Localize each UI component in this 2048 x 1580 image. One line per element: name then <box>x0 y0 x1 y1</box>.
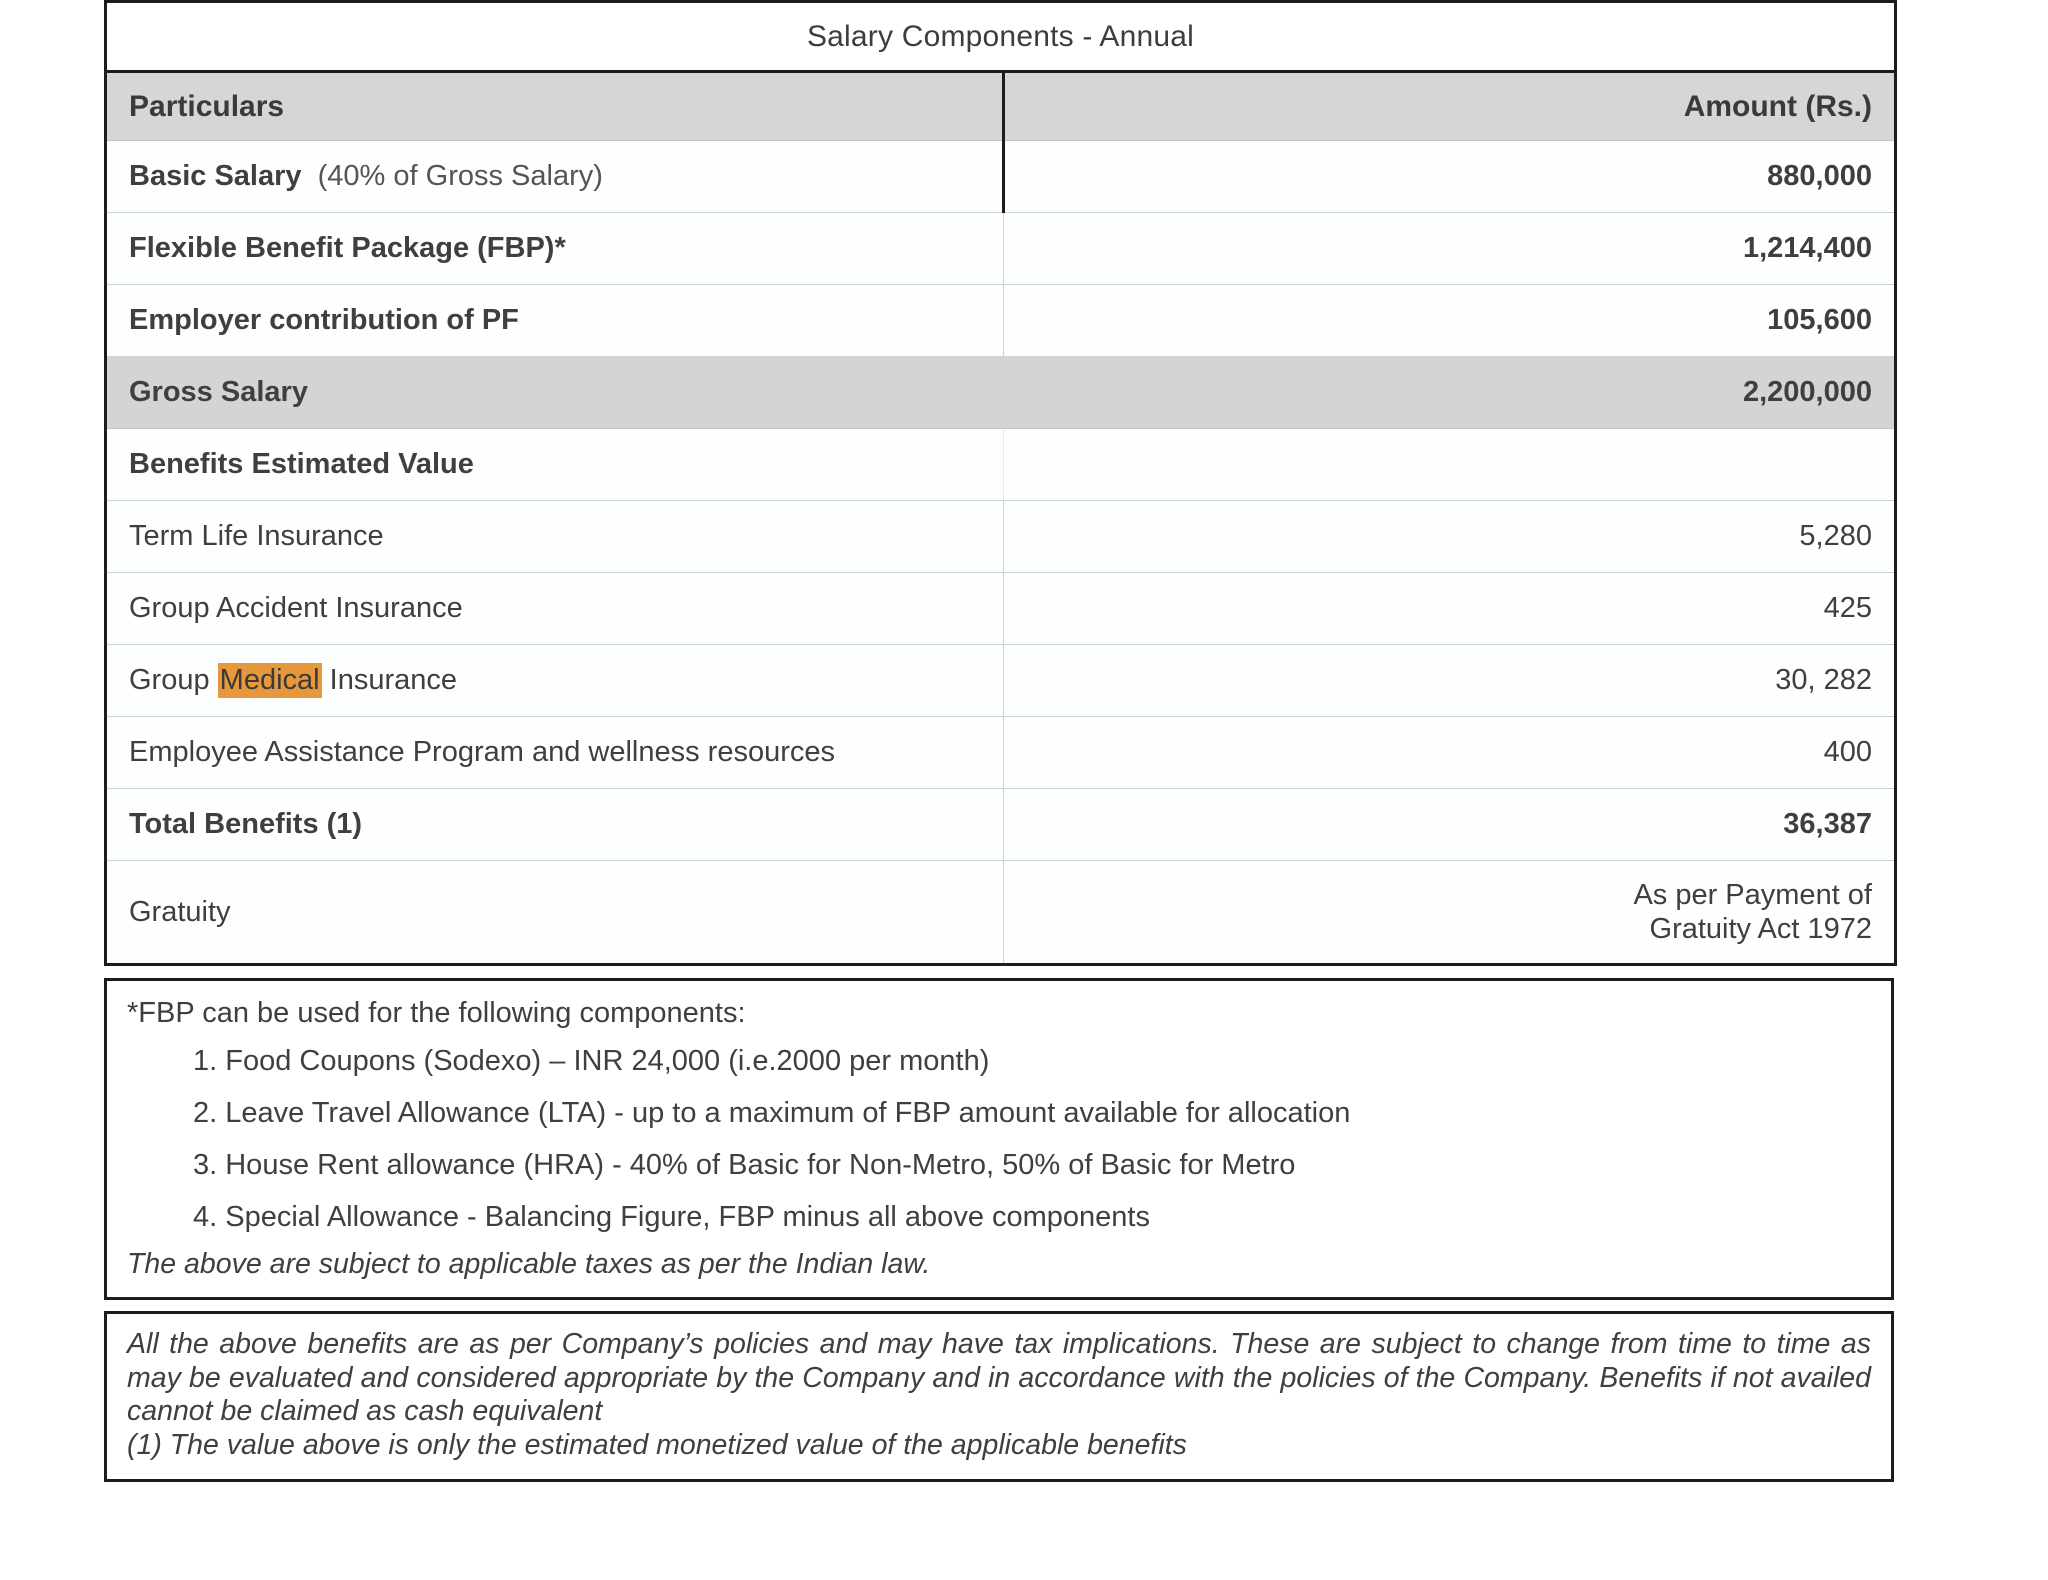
row-label-text: Basic Salary <box>129 160 302 192</box>
row-amount-employee-assistance-program: 400 <box>1004 717 1896 789</box>
table-row <box>106 717 1896 789</box>
table-row <box>106 573 1896 645</box>
row-label-gross-salary: Gross Salary <box>106 357 1004 429</box>
row-label-basic-salary <box>106 141 1004 213</box>
row-label-employee-assistance-program: Employee Assistance Program and wellness resources <box>106 717 1004 789</box>
table-row-total <box>106 357 1896 429</box>
row-amount-group-accident-insurance: 425 <box>1004 573 1896 645</box>
table-row-total <box>106 789 1896 861</box>
column-header-particulars: Particulars <box>106 72 1004 141</box>
table-row <box>106 141 1896 213</box>
row-amount-term-life-insurance: 5,280 <box>1004 501 1896 573</box>
row-label-total-benefits: Total Benefits (1) <box>106 789 1004 861</box>
column-header-amount: Amount (Rs.) <box>1004 72 1896 141</box>
row-amount-gratuity <box>1004 861 1896 965</box>
table-row <box>106 645 1896 717</box>
row-amount-group-medical-insurance: 30, 282 <box>1004 645 1896 717</box>
label-prefix: Group <box>129 664 218 696</box>
fbp-notes-footer: The above are subject to applicable taxes as per the Indian law. <box>127 1248 931 1280</box>
row-label-benefits-estimated-value: Benefits Estimated Value <box>106 429 1004 501</box>
row-amount-gross-salary: 2,200,000 <box>1004 357 1896 429</box>
row-label-employer-pf: Employer contribution of PF <box>106 285 1004 357</box>
row-amount-benefits-estimated-value <box>1004 429 1896 501</box>
salary-components-table <box>104 0 1897 966</box>
row-amount-total-benefits: 36,387 <box>1004 789 1896 861</box>
row-amount-employer-pf: 105,600 <box>1004 285 1896 357</box>
list-item: 4. Special Allowance - Balancing Figure, FBP minus all above components <box>193 1201 1150 1233</box>
table-row <box>106 501 1896 573</box>
row-label-term-life-insurance: Term Life Insurance <box>106 501 1004 573</box>
table-row <box>106 285 1896 357</box>
fbp-notes-box <box>104 978 1894 1300</box>
table-row <box>106 861 1896 965</box>
search-highlight: Medical <box>219 664 320 696</box>
disclaimer-footnote: (1) The value above is only the estimated monetized value of the applicable benefits <box>127 1428 1187 1461</box>
row-amount-basic-salary: 880,000 <box>1004 141 1896 213</box>
gratuity-line-2: Gratuity Act 1972 <box>1649 913 1872 945</box>
row-amount-fbp: 1,214,400 <box>1004 213 1896 285</box>
table-row-section <box>106 429 1896 501</box>
table-header-row <box>106 72 1896 141</box>
row-label-group-accident-insurance: Group Accident Insurance <box>106 573 1004 645</box>
list-item: 2. Leave Travel Allowance (LTA) - up to a maximum of FBP amount available for allocation <box>193 1097 1351 1129</box>
label-suffix: Insurance <box>321 664 458 696</box>
table-row <box>106 213 1896 285</box>
table-title: Salary Components - Annual <box>106 2 1896 72</box>
row-label-fbp: Flexible Benefit Package (FBP)* <box>106 213 1004 285</box>
disclaimer-box <box>104 1311 1894 1482</box>
table-title-row <box>106 2 1896 72</box>
list-item: 1. Food Coupons (Sodexo) – INR 24,000 (i.e.2000 per month) <box>193 1045 990 1077</box>
disclaimer-paragraph: All the above benefits are as per Company’s policies and may have tax implications. These are subject to change from time to time as may be evaluated and considered appropriate by the Company and in accordance with the policies of the Company. Benefits if not availed cannot be claimed as cash equivalent <box>127 1328 1871 1428</box>
row-label-group-medical-insurance <box>106 645 1004 717</box>
fbp-notes-list <box>127 1036 1871 1244</box>
fbp-notes-lead: *FBP can be used for the following components: <box>127 997 746 1029</box>
salary-components-figure <box>104 0 1894 1482</box>
gratuity-line-1: As per Payment of <box>1633 879 1872 912</box>
list-item: 3. House Rent allowance (HRA) - 40% of Basic for Non-Metro, 50% of Basic for Metro <box>193 1149 1296 1181</box>
row-label-note-text: (40% of Gross Salary) <box>317 160 603 192</box>
row-label-note <box>302 160 318 192</box>
row-label-gratuity: Gratuity <box>106 861 1004 965</box>
